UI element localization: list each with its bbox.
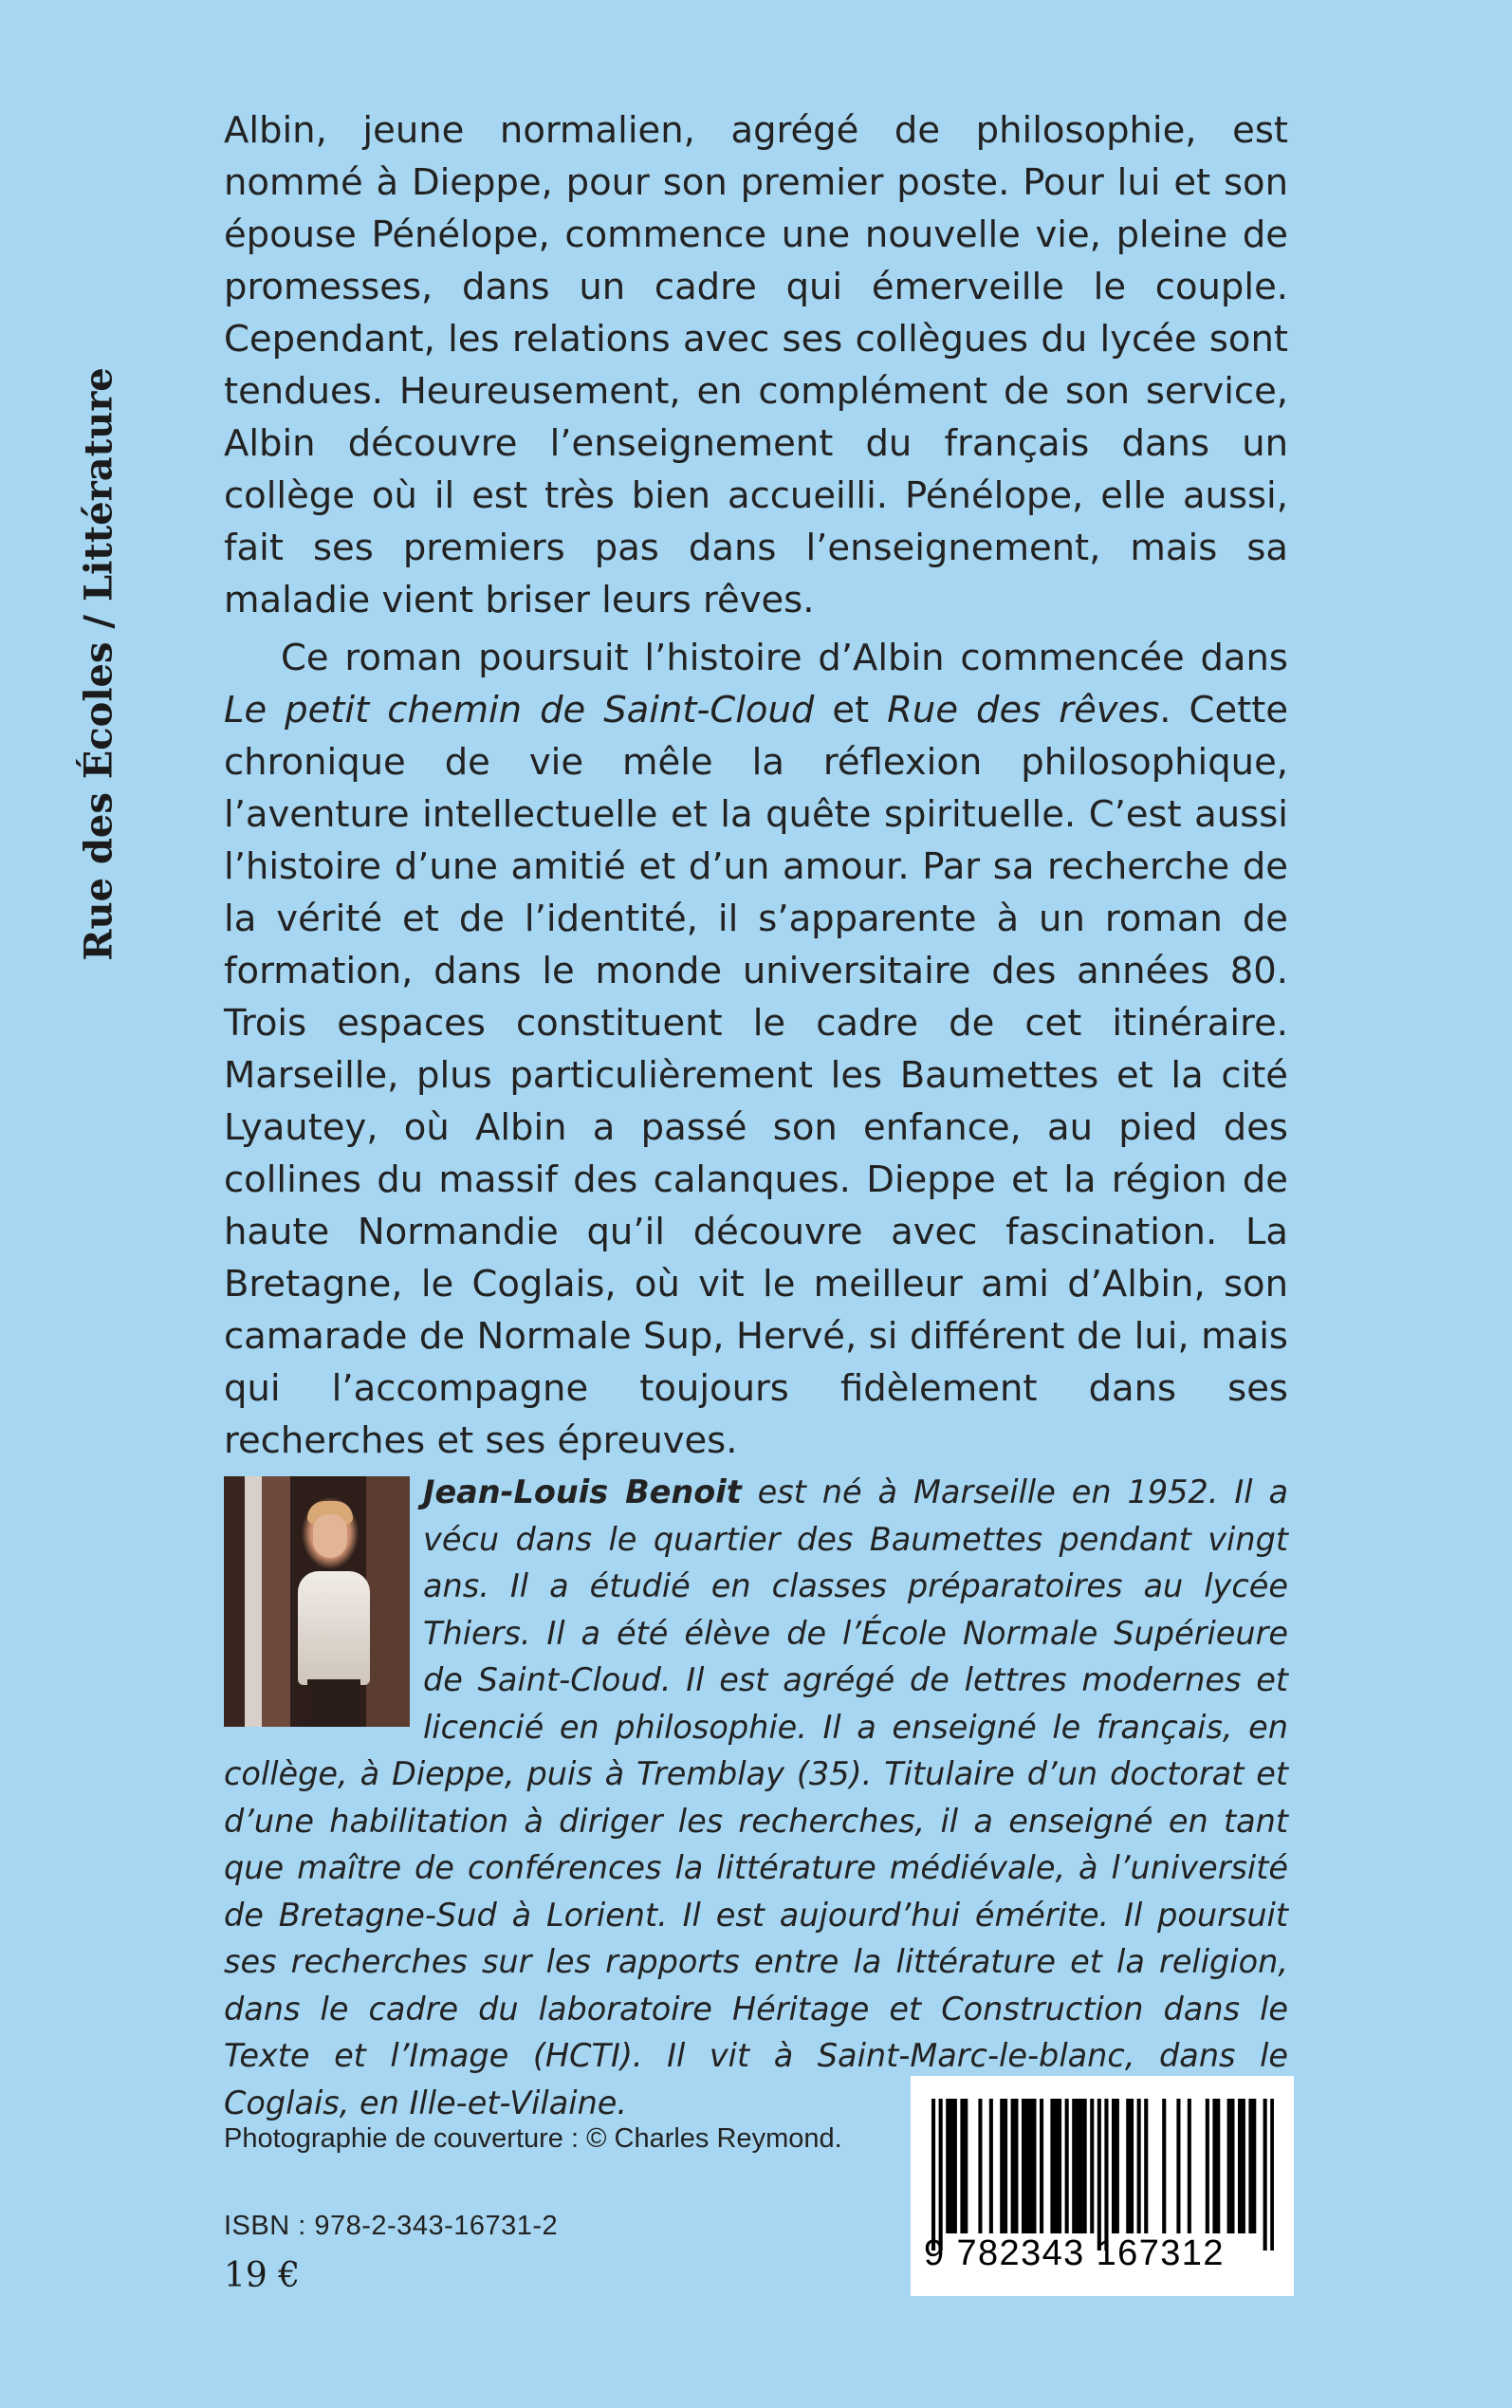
barcode-bar <box>1212 2099 1216 2233</box>
book-title-1: Le petit chemin de Saint-Cloud <box>224 689 815 732</box>
blurb-paragraph-2 <box>224 632 1288 1467</box>
barcode-bar <box>1004 2099 1007 2233</box>
barcode-bar <box>1083 2099 1087 2233</box>
barcode-bar <box>1130 2099 1134 2233</box>
barcode-bar <box>989 2099 993 2233</box>
blurb-p2-rest: . Cette chronique de vie mêle la réflexion philosophique, l’aventure intellectuelle et la quête spirituelle. C’est aussi l’histoire d’une amitié et d’un amour. Par sa recherche de la vérité et de l’identité, il s’apparente à un roman de formation, dans le monde universitaire des années 80. Trois espaces constituent le cadre de cet itinéraire. Marseille, plus particulièrement les Baumettes et la cité Lyautey, où Albin a passé son enfance, au pied des collines du massif des calanques. Dieppe et la région de haute Normandie qu’il découvre avec fascination. La Bretagne, le Coglais, où vit le meilleur ami d’Albin, son camarade de Normale Sup, Hervé, si différent de lui, mais qui l’accompagne toujours fidèlement dans ses recherches et ses épreuves. <box>224 689 1289 1462</box>
author-bio-text: est né à Marseille en 1952. Il a vécu dans le quartier des Baumettes pendant vingt ans. Il a étudié en classes préparatoires au lycée Thiers. Il a été élève de l’École Normale Supérieure de Saint-Cloud. Il est agrégé de lettres modernes et licencié en philosophie. Il a enseigné le français, en collège, à Dieppe, puis à Tremblay (35). Titulaire d’un doctorat et d’une habilitation à diriger les recherches, il a enseigné en tant que maître de conférences la littérature médiévale, à l’université de Bretagne-Sud à Lorient. Il est aujourd’hui émérite. Il poursuit ses recherches sur les rapports entre la littérature et la religion, dans le cadre du laboratoire Héritage et Construction dans le Texte et l’Image (HCTI). Il vit à Saint-Marc-le-blanc, dans le Coglais, en Ille-et-Vilaine. <box>224 1473 1288 2121</box>
barcode-bar <box>1050 2099 1054 2233</box>
photo-credit: Photographie de couverture : © Charles Reymond. <box>224 2123 842 2154</box>
author-photo <box>224 1476 410 1727</box>
barcode-digits: 9 782343 167312 <box>924 2233 1225 2273</box>
barcode-bar <box>960 2099 964 2233</box>
barcode-bar <box>978 2099 982 2233</box>
barcode-bar <box>1104 2099 1108 2251</box>
barcode-bar <box>1054 2099 1058 2233</box>
barcode-bar <box>1040 2099 1043 2233</box>
barcode-bar <box>1227 2099 1231 2233</box>
barcode-bar <box>1014 2099 1018 2233</box>
blurb-p2-start: Ce roman poursuit l’histoire d’Albin commencée dans <box>281 637 1288 679</box>
barcode-bar <box>1072 2099 1076 2233</box>
spine-title: Rue des Écoles / Littérature <box>76 367 121 961</box>
barcode-bar <box>953 2099 957 2233</box>
barcode-bar <box>1126 2099 1130 2233</box>
barcode-bar <box>1025 2099 1029 2233</box>
book-title-2: Rue des rêves <box>887 689 1160 732</box>
barcode-bar <box>1097 2099 1101 2251</box>
barcode-bar <box>1032 2099 1036 2233</box>
barcode <box>911 2076 1294 2296</box>
barcode-bar <box>1112 2099 1116 2233</box>
blurb-paragraph-1: Albin, jeune normalien, agrégé de philosophie, est nommé à Dieppe, pour son premier poste. Pour lui et son épouse Pénélope, commence une nouvelle vie, pleine de promesses, dans un cadre qui émerveille le couple. Cependant, les relations avec ses collègues du lycée sont tendues. Heureusement, en complément de son service, Albin découvre l’enseignement du français dans un collège où il est très bien accueilli. Pénélope, elle aussi, fait ses premiers pas dans l’enseignement, mais sa maladie vient briser leurs rêves. <box>224 109 1288 621</box>
barcode-bar <box>1188 2099 1191 2233</box>
barcode-bar <box>1238 2099 1242 2233</box>
barcode-bar <box>1144 2099 1148 2233</box>
barcode-bar <box>1079 2099 1083 2233</box>
barcode-bar <box>1116 2099 1119 2233</box>
barcode-bars <box>931 2099 1274 2251</box>
barcode-bar <box>1242 2099 1245 2233</box>
barcode-bar <box>1029 2099 1033 2233</box>
barcode-bar <box>931 2099 935 2251</box>
barcode-bar <box>1263 2099 1267 2251</box>
barcode-bar <box>1270 2099 1274 2251</box>
barcode-bar <box>1176 2099 1180 2233</box>
barcode-bar <box>1022 2099 1025 2233</box>
barcode-bar <box>1230 2099 1234 2233</box>
barcode-bar <box>1065 2099 1069 2233</box>
barcode-bar <box>1162 2099 1166 2233</box>
barcode-bar <box>1011 2099 1015 2233</box>
barcode-bar <box>1252 2099 1256 2233</box>
blurb-p2-and: et <box>814 689 888 732</box>
barcode-bar <box>1076 2099 1079 2233</box>
isbn: ISBN : 978-2-343-16731-2 <box>224 2211 559 2241</box>
barcode-bar <box>1137 2099 1141 2233</box>
barcode-bar <box>1058 2099 1061 2233</box>
barcode-bar <box>1206 2099 1209 2233</box>
barcode-bar <box>1248 2099 1252 2233</box>
author-name: Jean-Louis Benoit <box>423 1473 742 1510</box>
author-bio <box>224 1469 1288 2126</box>
price: 19 € <box>224 2256 301 2295</box>
book-blurb <box>224 104 1288 1467</box>
barcode-bar <box>1000 2099 1004 2233</box>
barcode-bar <box>939 2099 943 2251</box>
barcode-bar <box>1216 2099 1220 2233</box>
barcode-bar <box>946 2099 950 2233</box>
barcode-bar <box>1090 2099 1094 2233</box>
barcode-bar <box>950 2099 953 2233</box>
barcode-bar <box>964 2099 968 2233</box>
